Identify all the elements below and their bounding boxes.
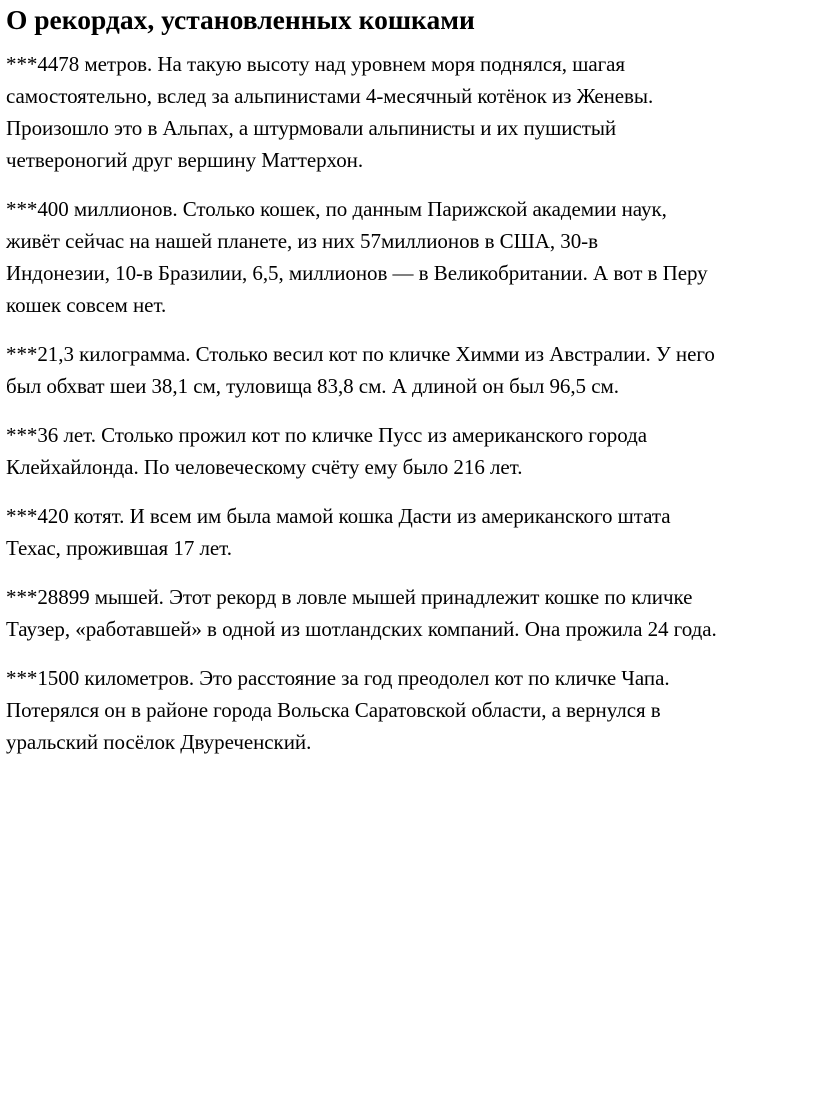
paragraph-line: был обхват шеи 38,1 см, туловища 83,8 см. А длиной он был 96,5 см. xyxy=(6,374,619,398)
record-paragraph xyxy=(6,500,810,564)
record-paragraph xyxy=(6,662,810,758)
paragraph-line: четвероногий друг вершину Маттерхон. xyxy=(6,148,364,172)
paragraph-line: Индонезии, 10-в Бразилии, 6,5, миллионов — в Великобритании. А вот в Перу xyxy=(6,261,708,285)
paragraph-line: ***36 лет. Столько прожил кот по кличке Пусс из американского города xyxy=(6,423,647,447)
paragraph-line: ***420 котят. И всем им была мамой кошка Дасти из американского штата xyxy=(6,504,671,528)
record-paragraph xyxy=(6,48,810,176)
record-paragraph xyxy=(6,338,810,402)
paragraph-list xyxy=(6,48,810,758)
record-paragraph xyxy=(6,581,810,645)
paragraph-line: Техас, прожившая 17 лет. xyxy=(6,536,232,560)
record-paragraph xyxy=(6,193,810,321)
paragraph-line: Таузер, «работавшей» в одной из шотландских компаний. Она прожила 24 года. xyxy=(6,617,717,641)
paragraph-line: ***21,3 килограмма. Столько весил кот по кличке Химми из Австралии. У него xyxy=(6,342,715,366)
paragraph-line: Произошло это в Альпах, а штурмовали альпинисты и их пушистый xyxy=(6,116,617,140)
paragraph-line: ***28899 мышей. Этот рекорд в ловле мышей принадлежит кошке по кличке xyxy=(6,585,693,609)
paragraph-line: Клейхайлонда. По человеческому счёту ему было 216 лет. xyxy=(6,455,523,479)
paragraph-line: Потерялся он в районе города Вольска Саратовской области, а вернулся в xyxy=(6,698,661,722)
page-title: О рекордах, установленных кошками xyxy=(6,4,475,35)
paragraph-line: ***4478 метров. На такую высоту над уровнем моря поднялся, шагая xyxy=(6,52,626,76)
paragraph-line: уральский посёлок Двуреченский. xyxy=(6,730,312,754)
paragraph-line: кошек совсем нет. xyxy=(6,293,167,317)
paragraph-line: ***400 миллионов. Столько кошек, по данным Парижской академии наук, xyxy=(6,197,667,221)
paragraph-line: живёт сейчас на нашей планете, из них 57миллионов в США, 30-в xyxy=(6,229,598,253)
paragraph-line: ***1500 километров. Это расстояние за год преодолел кот по кличке Чапа. xyxy=(6,666,670,690)
paragraph-line: самостоятельно, вслед за альпинистами 4-месячный котёнок из Женевы. xyxy=(6,84,654,108)
record-paragraph xyxy=(6,419,810,483)
